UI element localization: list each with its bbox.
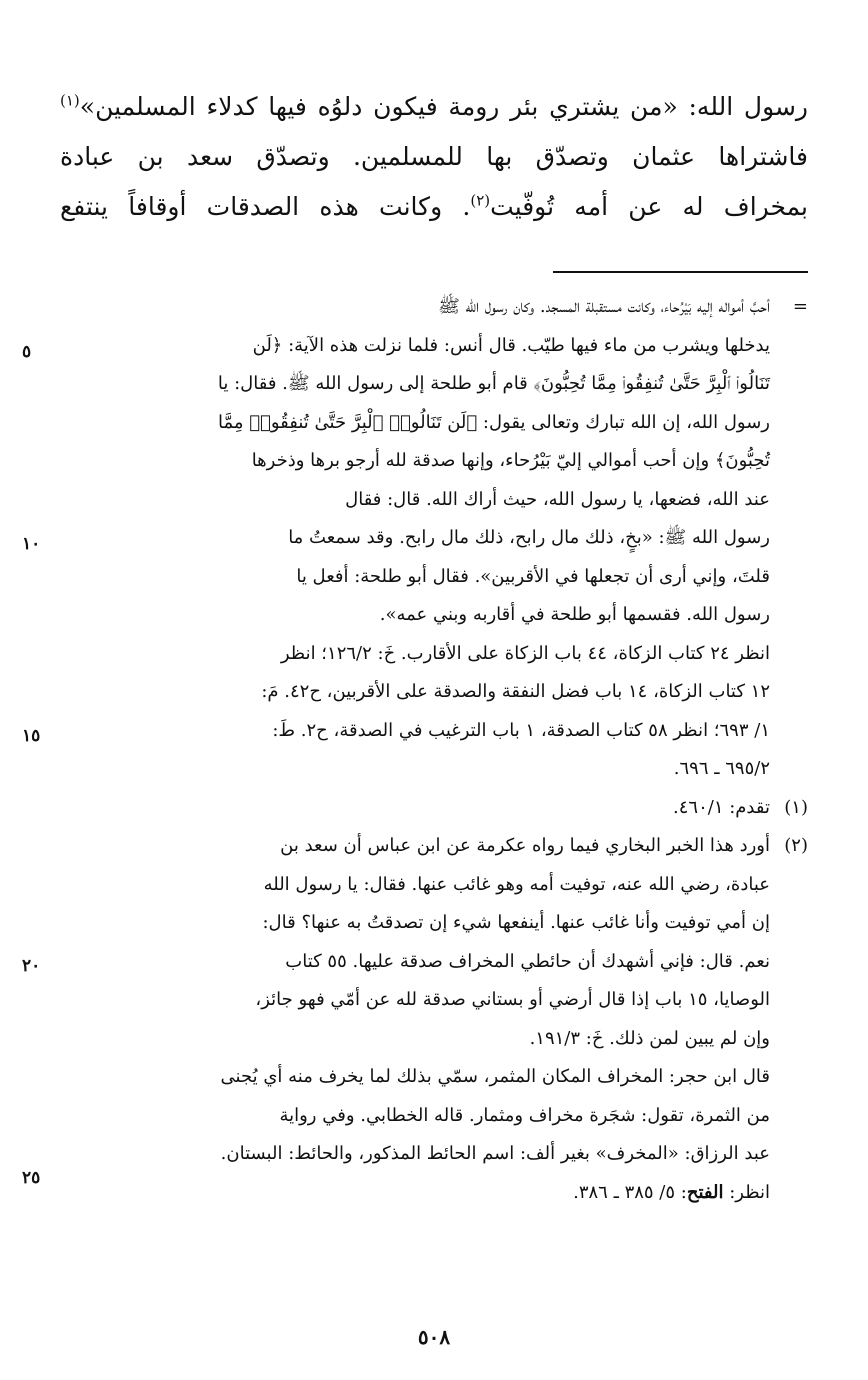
line-number-20: ٢٠ bbox=[22, 956, 41, 976]
main-text-line-2: فاشتراها عثمان وتصدّق بها للمسلمين. وتصدّق سعد بن عبادة bbox=[60, 142, 808, 171]
footnote-1-marker: (١) bbox=[784, 796, 808, 818]
footnote-line: تُحِبُّونَ﴾ وإن أحب أموالي إليّ بَيْرُحاء، وإنها صدقة لله أرجو برها وذخرها bbox=[251, 450, 770, 471]
footnote-2-marker: (٢) bbox=[784, 835, 808, 856]
footnote-line: ٦٩٥/٢ ـ ٦٩٦. bbox=[673, 758, 770, 779]
line-number-5: ٥ bbox=[22, 342, 32, 362]
line-number-25: ٢٥ bbox=[22, 1168, 41, 1188]
final-reference-prefix: انظر: bbox=[723, 1181, 770, 1203]
main-text-line-3 bbox=[60, 182, 808, 232]
line-number-15: ١٥ bbox=[22, 726, 41, 746]
footnote-line: إن أمي توفيت وأنا غائب عنها. أينفعها شيء إن تصدقتُ به عنها؟ قال: bbox=[262, 912, 770, 933]
main-text-line-3-part-b: . وكانت هذه الصدقات أوقافاً ينتفع bbox=[60, 192, 471, 221]
footnote-2 bbox=[60, 827, 808, 866]
footnote-separator bbox=[553, 271, 808, 273]
final-reference-suffix: : ٥/ ٣٨٥ ـ ٣٨٦. bbox=[573, 1181, 687, 1203]
footnote-line: عبادة، رضي الله عنه، توفيت أمه وهو غائب عنها. فقال: يا رسول الله bbox=[263, 873, 770, 895]
footnote-line: يدخلها ويشرب من ماء فيها طيّب. قال أنس: فلما نزلت هذه الآية: ﴿لَن bbox=[252, 334, 770, 356]
footnote-line: تَنَالُوا۟ ٱلْبِرَّ حَتَّىٰ تُنفِقُوا۟ مِمَّا تُحِبُّونَ﴾ قام أبو طلحة إلى رسول الله ﷺ. فقال: يا bbox=[217, 373, 770, 394]
footnote-line: وإن لم يبين لمن ذلك. خَ: ١٩١/٣. bbox=[529, 1027, 770, 1049]
footnote-line: قال ابن حجر: المخراف المكان المثمر، سمّي بذلك لما يخرف منه أي يُجنى bbox=[220, 1066, 770, 1087]
footnote-ref-1: (١) bbox=[60, 91, 80, 110]
main-text bbox=[60, 82, 808, 232]
footnote-line: رسول الله، إن الله تبارك وتعالى يقول: ﴿لَن تَنَالُوا۟ ٱلْبِرَّ حَتَّىٰ تُنفِقُوا۟ مِمَّا bbox=[218, 411, 770, 433]
footnote-line: الوصايا، ١٥ باب إذا قال أرضي أو بستاني صدقة لله عن أمّي فهو جائز، bbox=[255, 989, 770, 1010]
footnote-line-text: أحبَّ أمواله إليه بَيْرُحاء، وكانت مستقبلة المسجد. وكان رسول الله ﷺ bbox=[438, 296, 770, 317]
page-number: ٥٠٨ bbox=[417, 1325, 451, 1349]
footnote-1 bbox=[60, 789, 808, 828]
footnote-line: عند الله، فضعها، يا رسول الله، حيث أراك الله. قال: فقال bbox=[345, 488, 770, 510]
footnotes bbox=[60, 288, 808, 1212]
main-text-line-1-text: رسول الله: «من يشتري بئر رومة فيكون دلوُه فيها كدلاء المسلمين» bbox=[79, 92, 808, 121]
footnote-1-text: تقدم: ٤٦٠/١. bbox=[673, 796, 770, 818]
footnote-final-reference bbox=[60, 1174, 808, 1213]
footnote-ref-2: (٢) bbox=[470, 191, 491, 210]
footnote-line-text: أورد هذا الخبر البخاري فيما رواه عكرمة عن ابن عباس أن سعد بن bbox=[280, 835, 770, 856]
fath-reference: الفتح bbox=[686, 1181, 724, 1203]
footnote-line: قلتَ، وإني أرى أن تجعلها في الأقربين». فقال أبو طلحة: أفعل يا bbox=[296, 565, 770, 587]
footnote-line bbox=[60, 288, 808, 327]
footnote-line: من الثمرة، تقول: شجَرة مخراف ومثمار. قاله الخطابي. وفي رواية bbox=[279, 1104, 770, 1126]
continuation-marker: = bbox=[792, 296, 808, 317]
footnote-line: عبد الرزاق: «المخرف» بغير ألف: اسم الحائط المذكور، والحائط: البستان. bbox=[220, 1143, 770, 1164]
footnote-line: نعم. قال: فإني أشهدك أن حائطي المخراف صدقة عليها. ٥٥ كتاب bbox=[285, 950, 770, 972]
footnote-line: انظر ٢٤ كتاب الزكاة، ٤٤ باب الزكاة على الأقارب. خَ: ١٢٦/٢؛ انظر bbox=[280, 642, 770, 664]
line-number-10: ١٠ bbox=[22, 534, 41, 554]
footnote-line: ١/ ٦٩٣؛ انظر ٥٨ كتاب الصدقة، ١ باب الترغيب في الصدقة، ح٢. طَ: bbox=[272, 719, 770, 741]
main-text-line-1 bbox=[60, 82, 808, 132]
footnote-line: رسول الله. فقسمها أبو طلحة في أقاربه وبني عمه». bbox=[379, 604, 770, 625]
footnote-line: رسول الله ﷺ: «بخٍ، ذلك مال رابح، ذلك مال رابح. وقد سمعتُ ما bbox=[288, 527, 770, 548]
footnote-line: ١٢ كتاب الزكاة، ١٤ باب فضل النفقة والصدقة على الأقربين، ح٤٢. مَ: bbox=[261, 681, 770, 702]
main-text-line-3-part-a: بمخراف له عن أمه تُوفّيت bbox=[490, 192, 808, 221]
